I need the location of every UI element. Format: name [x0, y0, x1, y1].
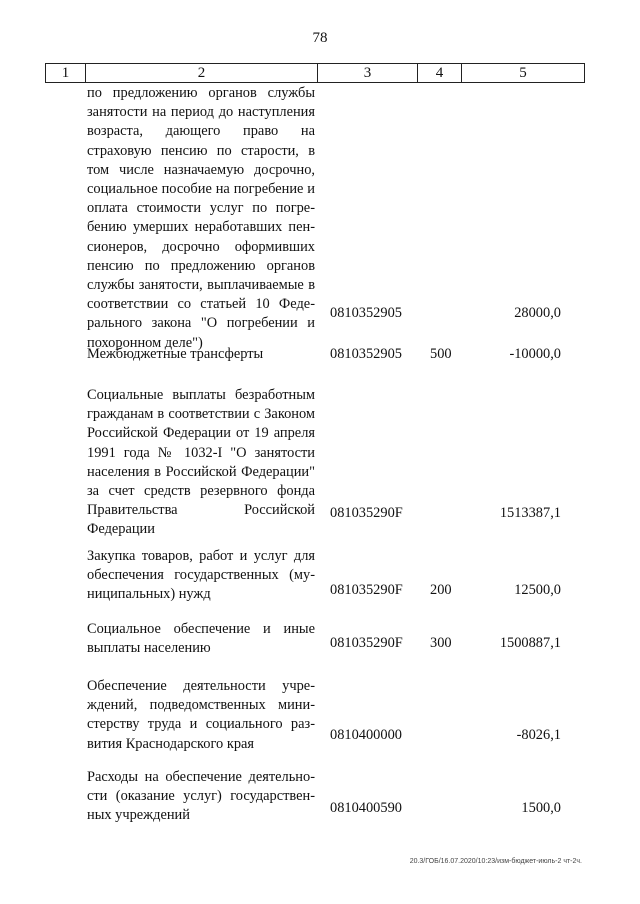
column-number-5: 5 [519, 65, 527, 81]
row-code: 0810352905 [330, 305, 402, 321]
row-sum: 1500,0 [521, 800, 561, 816]
row-sum: 28000,0 [514, 305, 561, 321]
row-code: 0810352905 [330, 346, 402, 362]
row-name: Социальное обеспечение и иные выплаты населению [87, 621, 315, 657]
row-name: Обеспечение деятельности учреждений, подведомственных министерству труда и социального развития Краснодарского края [87, 678, 315, 752]
footer-stamp: 20.3/ГОБ/16.07.2020/10:23/изм-бюджет-июль-2 чт-2ч. [409, 858, 582, 865]
column-number-3: 3 [318, 64, 418, 82]
row-name: Социальные выплаты безработным гражданам в соответствии с Законом Российской Федерации от 19 апреля 1991 года № 1032-I "О занятости населения в Российской Федерации" за счет средств резервного фонда Правительства Российской Федерации [87, 387, 315, 538]
column-number-1: 1 [46, 64, 86, 82]
column-number-header [45, 63, 585, 83]
row-sum: 1500887,1 [499, 635, 561, 651]
row-code: 0810400000 [330, 727, 402, 743]
row-name: по предложению органов службы занятости на период до наступления возраста, дающего право на страховую пенсию по старости, в том числе назначаемую досрочно, социальное пособие на погребение и оплата стоимости услуг по погребению умерших неработавших пенсионеров, досрочно оформивших пенсию по предложению органов службы занятости, выплачиваемые в соответствии со статьей 10 Федерального закона "О погребении и похоронном деле") [87, 85, 315, 351]
row-sum: 1513387,1 [499, 505, 561, 521]
row-name: Межбюджетные трансферты [87, 346, 264, 362]
row-code: 081035290F [330, 635, 403, 651]
row-sum: -10000,0 [509, 346, 561, 362]
page-number: 78 [312, 30, 328, 46]
row-name: Расходы на обеспечение деятельности (оказание услуг) государственных учреждений [87, 769, 315, 824]
column-number-4: 4 [418, 64, 462, 82]
row-code: 081035290F [330, 505, 403, 521]
row-type: 200 [430, 582, 452, 598]
column-number-2: 2 [86, 64, 318, 82]
row-code: 081035290F [330, 582, 403, 598]
row-type: 500 [430, 346, 452, 362]
row-sum: 12500,0 [514, 582, 561, 598]
row-code: 0810400590 [330, 800, 402, 816]
row-sum: -8026,1 [516, 727, 561, 743]
row-name: Закупка товаров, работ и услуг для обеспечения государственных (муниципальных) нужд [87, 548, 315, 603]
row-type: 300 [430, 635, 452, 651]
